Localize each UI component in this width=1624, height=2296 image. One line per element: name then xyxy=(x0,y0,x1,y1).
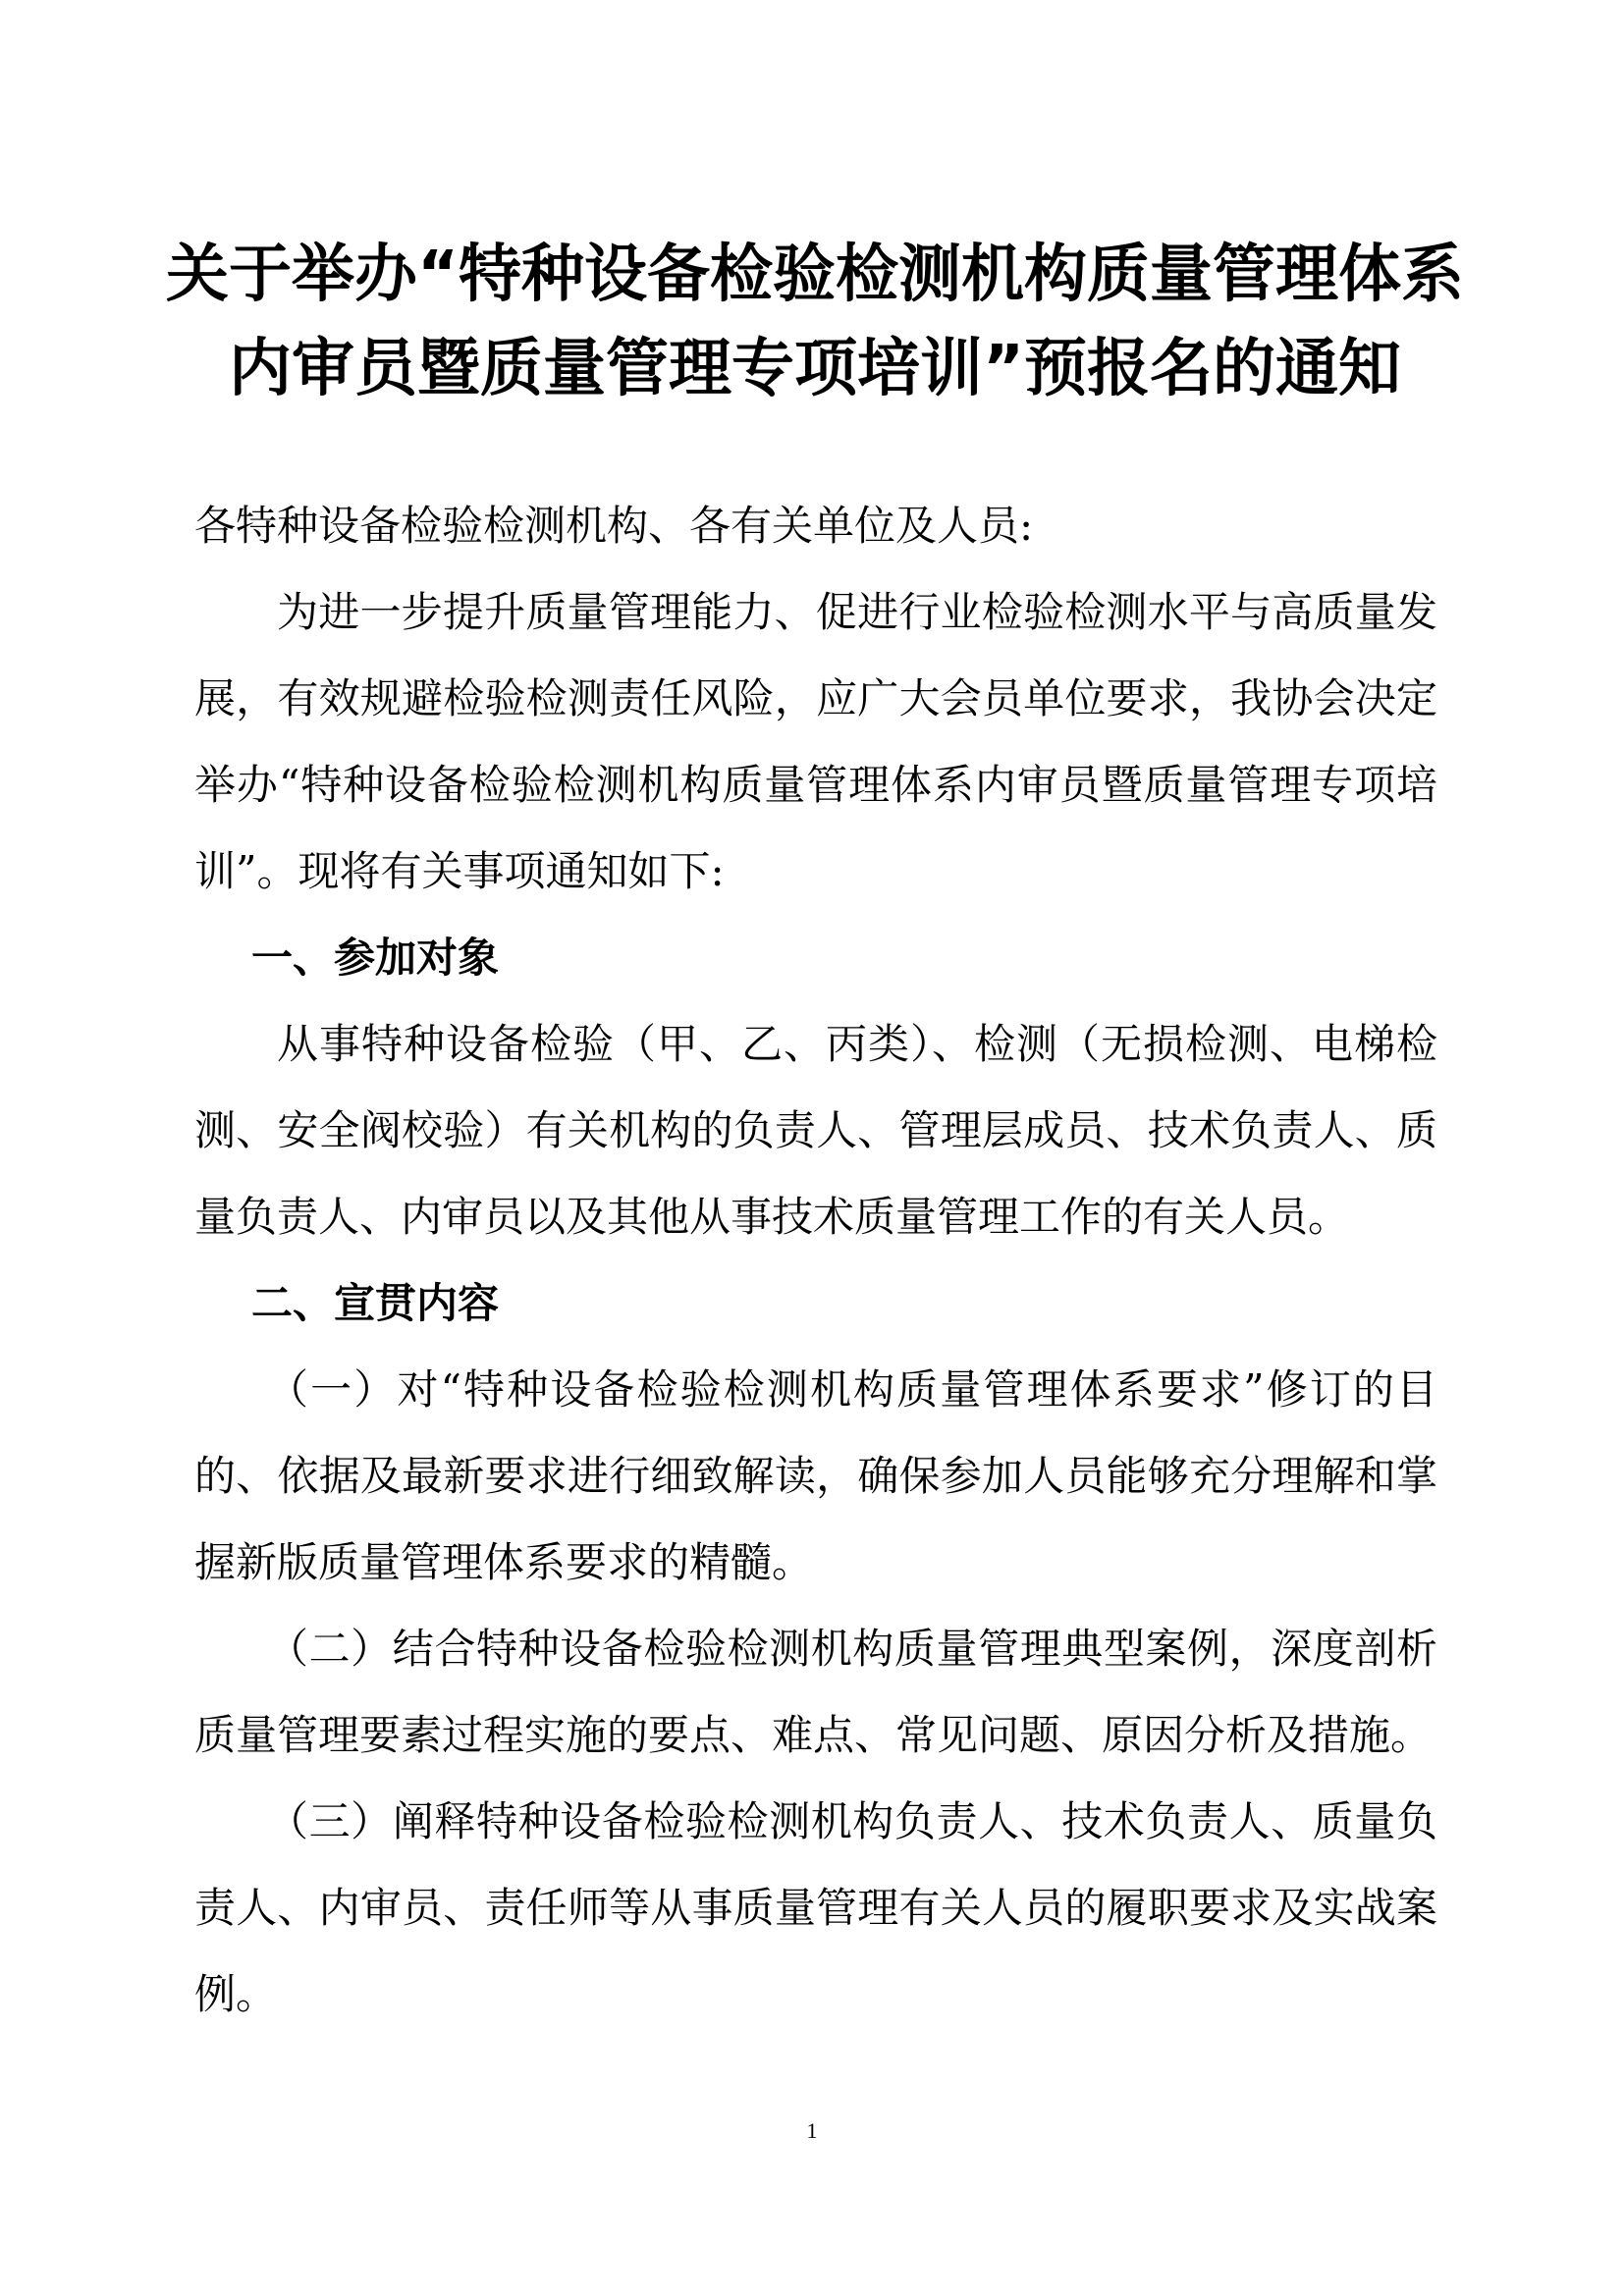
title-line-2: 内审员暨质量管理专项培训”预报名的通知 xyxy=(228,333,1402,405)
participants-paragraph: 从事特种设备检验（甲、乙、丙类）、检测（无损检测、电梯检测、安全阀校验）有关机构的负责人、管理层成员、技术负责人、质量负责人、内审员以及其他从事技术质量管理工作的有关人员。 xyxy=(194,1020,1437,1241)
intro-paragraph: 为进一步提升质量管理能力、促进行业检验检测水平与高质量发展，有效规避检验检测责任风险，应广大会员单位要求，我协会决定举办“特种设备检验检测机构质量管理体系内审员暨质量管理专项培训”。现将有关事项通知如下: xyxy=(194,588,1437,895)
section-heading-participants: 一、参加对象 xyxy=(251,934,500,982)
title-line-1: 关于举办“特种设备检验检测机构质量管理体系 xyxy=(165,239,1465,311)
page-number: 1 xyxy=(806,2118,818,2143)
content-item-3: （三）阐释特种设备检验检测机构负责人、技术负责人、质量负责人、内审员、责任师等从事质量管理有关人员的履职要求及实战案例。 xyxy=(194,1797,1437,2018)
document-body xyxy=(194,483,1437,2038)
salutation: 各特种设备检验检测机构、各有关单位及人员: xyxy=(194,502,1034,550)
document-title xyxy=(147,228,1483,416)
content-item-1: （一）对“特种设备检验检测机构质量管理体系要求”修订的目的、依据及最新要求进行细致解读，确保参加人员能够充分理解和掌握新版质量管理体系要求的精髓。 xyxy=(194,1365,1437,1586)
content-item-2: （二）结合特种设备检验检测机构质量管理典型案例，深度剖析质量管理要素过程实施的要点、难点、常见问题、原因分析及措施。 xyxy=(194,1625,1437,1759)
section-heading-content: 二、宣贯内容 xyxy=(251,1279,500,1327)
